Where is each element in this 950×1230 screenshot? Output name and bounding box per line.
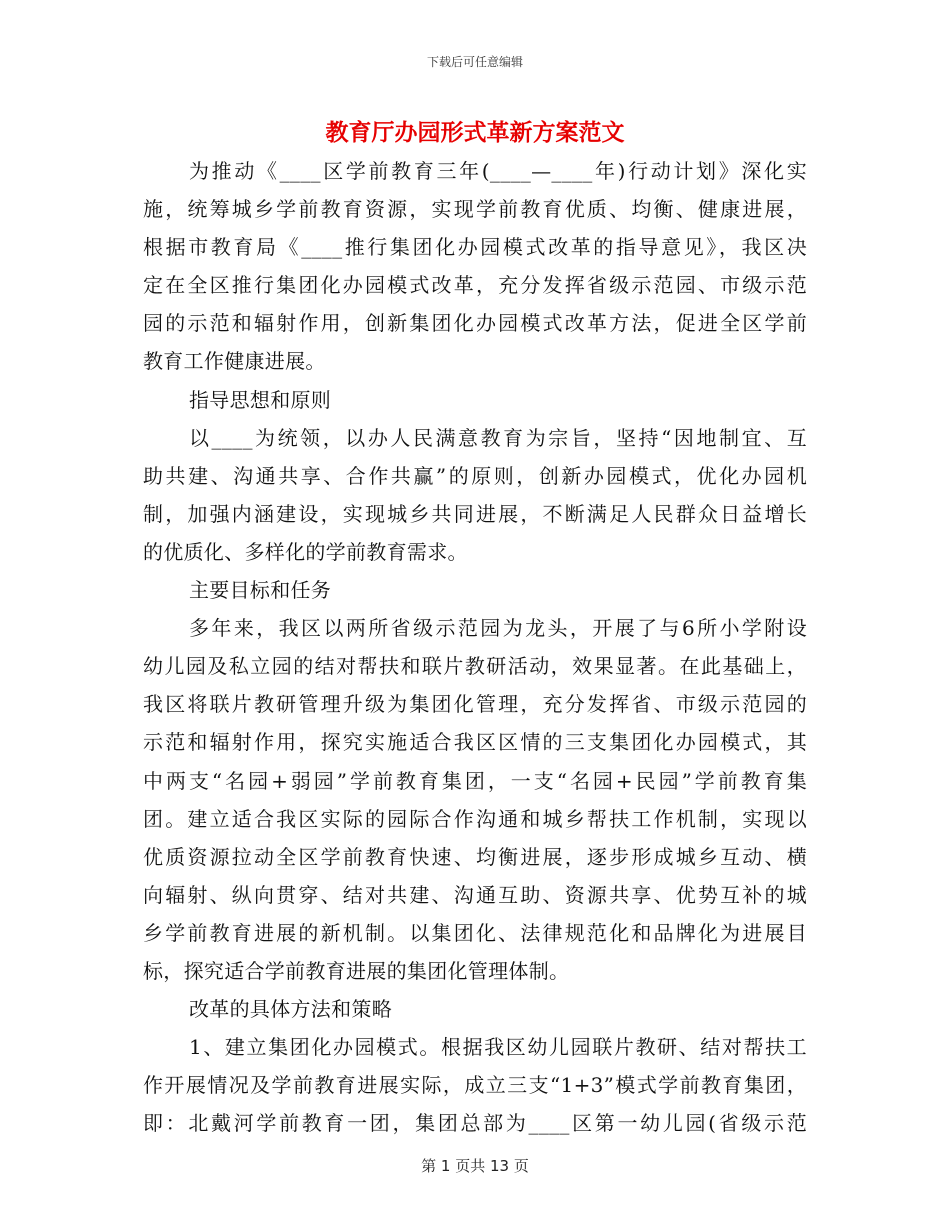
document-title: 教育厅办园形式革新方案范文 (325, 120, 625, 146)
body-line: 乡学前教育进展的新机制。以集团化、法律规范化和品牌化为进展目 (143, 920, 807, 945)
body-line: 的优质化、多样化的学前教育需求。 (143, 539, 468, 564)
section-heading: 指导思想和原则 (189, 387, 332, 412)
body-line: 园的示范和辐射作用，创新集团化办园模式改革方法，促进全区学前 (143, 311, 807, 336)
body-line: 优质资源拉动全区学前教育快速、均衡进展，逐步形成城乡互动、横 (143, 844, 807, 869)
section-heading: 改革的具体方法和策略 (189, 997, 392, 1022)
body-line: 根据市教育局《____推行集团化办园模式改革的指导意见》，我区决 (143, 235, 807, 260)
body-line: 施，统筹城乡学前教育资源，实现学前教育优质、均衡、健康进展， (143, 197, 807, 222)
body-line: 定在全区推行集团化办园模式改革，充分发挥省级示范园、市级示范 (143, 273, 807, 298)
body-line: 团。建立适合我区实际的园际合作沟通和城乡帮扶工作机制，实现以 (143, 806, 807, 831)
body-line: 教育工作健康进展。 (143, 349, 326, 374)
body-line: 示范和辐射作用，探究实施适合我区区情的三支集团化办园模式，其 (143, 730, 807, 755)
page-footer: 第 1 页共 13 页 (421, 1157, 529, 1175)
body-line: 以____为统领，以办人民满意教育为宗旨，坚持“因地制宜、互 (189, 425, 807, 450)
body-line: 助共建、沟通共享、合作共赢”的原则，创新办园模式，优化办园机 (143, 463, 807, 488)
body-line: 幼儿园及私立园的结对帮扶和联片教研活动，效果显著。在此基础上， (143, 654, 807, 679)
body-line: 即：北戴河学前教育一团，集团总部为____区第一幼儿园(省级示范 (143, 1111, 807, 1136)
document-body (143, 152, 807, 1142)
page-header: 下载后可任意编辑 (426, 55, 523, 69)
body-line: 制，加强内涵建设，实现城乡共同进展，不断满足人民群众日益增长 (143, 501, 807, 526)
body-line: 标，探究适合学前教育进展的集团化管理体制。 (143, 958, 570, 983)
body-line: 中两支“名园+弱园”学前教育集团，一支“名园+民园”学前教育集 (143, 768, 807, 793)
body-line: 为推动《____区学前教育三年(____—____年)行动计划》深化实 (189, 159, 807, 183)
body-line: 我区将联片教研管理升级为集团化管理，充分发挥省、市级示范园的 (143, 692, 807, 717)
section-heading: 主要目标和任务 (189, 578, 332, 603)
body-line: 1、建立集团化办园模式。根据我区幼儿园联片教研、结对帮扶工 (189, 1035, 807, 1060)
body-line: 作开展情况及学前教育进展实际，成立三支“1+3”模式学前教育集团， (143, 1073, 807, 1098)
body-line: 多年来，我区以两所省级示范园为龙头，开展了与6所小学附设 (189, 616, 807, 641)
body-line: 向辐射、纵向贯穿、结对共建、沟通互助、资源共享、优势互补的城 (143, 882, 807, 907)
